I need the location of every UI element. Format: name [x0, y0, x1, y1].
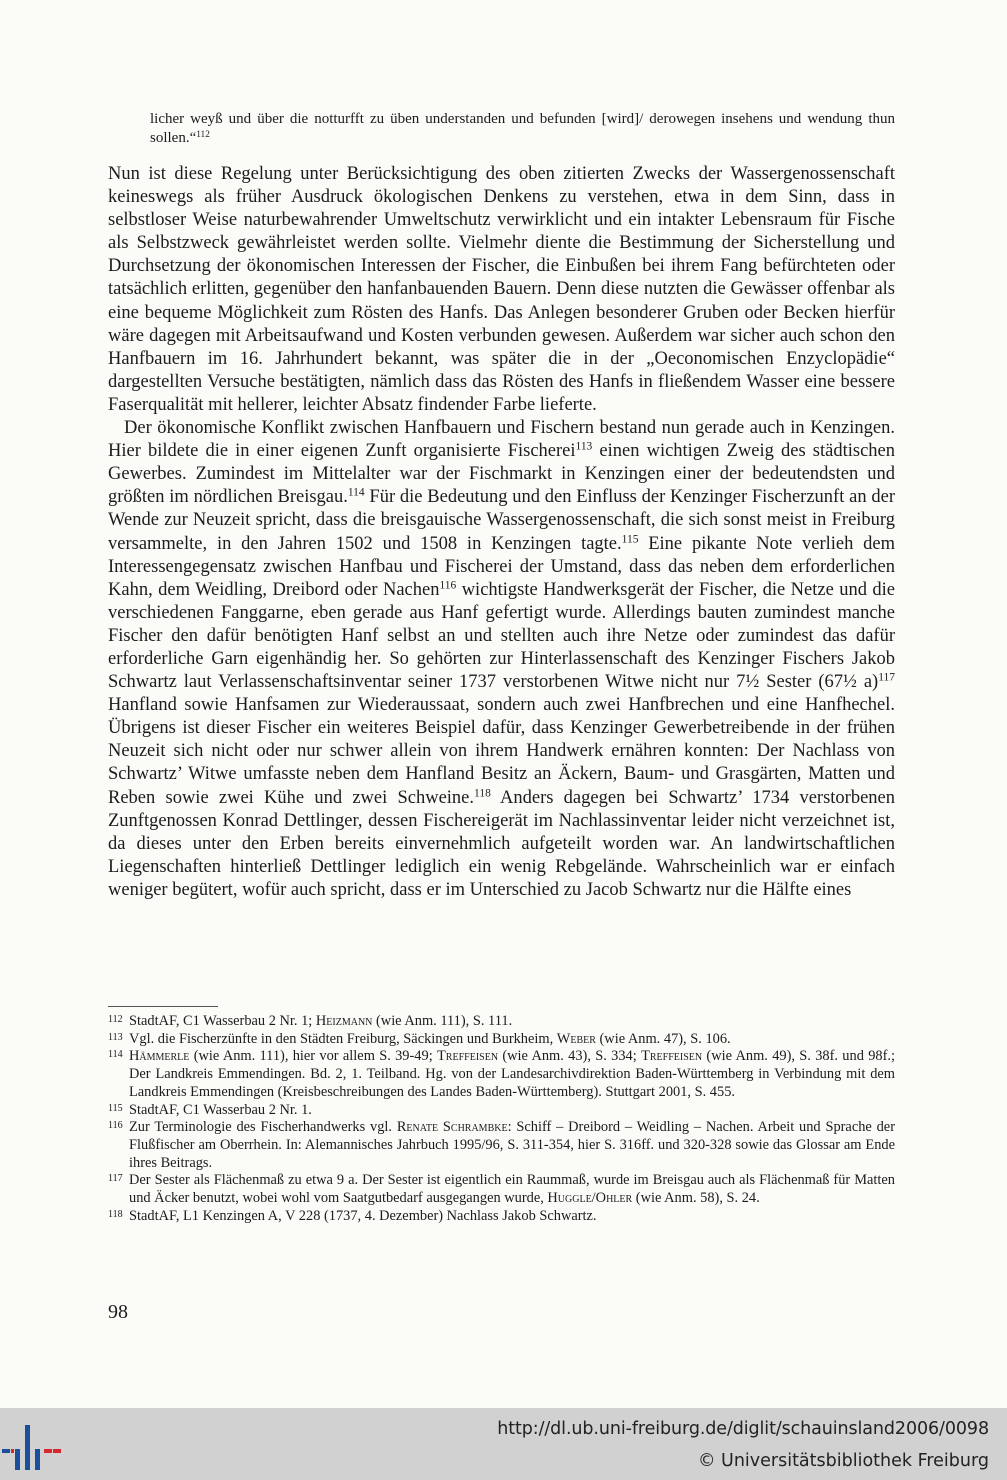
source-url-link[interactable]: http://dl.ub.uni-freiburg.de/diglit/schauinsland2006/0098 [497, 1419, 989, 1439]
footnote-ref: 113 [575, 440, 593, 453]
footnote-118: 118 StadtAF, L1 Kenzingen A, V 228 (1737, 4. Dezember) Nachlass Jakob Schwartz. [108, 1207, 597, 1224]
footnote-ref: 115 [621, 533, 639, 546]
block-quote [150, 110, 895, 148]
footnote-113: 113 Vgl. die Fischerzünfte in den Städten Freiburg, Säckingen und Burkheim, Weber (wie Anm. 47), S. 106. [108, 1030, 731, 1047]
footnote-divider [108, 1006, 218, 1007]
quote-text: licher weyß und über die notturfft zu üben understanden und befunden [wird]/ derowegen insehens und wendung thun sollen.“ [150, 111, 895, 146]
footnote-117: 117 Der Sester als Flächenmaß zu etwa 9 a. Der Sester ist eigentlich ein Raummaß, wurde im Breisgau auch als Flächenmaß für Matten und Äcker benutzt, wobei wohl vom Saatgutbedarf ausgegangen wurde, Huggle/Ohler (wie Anm. 58), S. 24. [108, 1172, 895, 1207]
library-logo-icon [0, 1422, 64, 1470]
page-number: 98 [108, 1301, 128, 1323]
footnote-ref: 112 [196, 129, 210, 140]
footnote-ref: 118 [474, 787, 491, 800]
footnote-114: 114 Hämmerle (wie Anm. 111), hier vor allem S. 39-49; Treffeisen (wie Anm. 43), S. 334; Treffeisen (wie Anm. 49), S. 38f. und 98f.; Der Landkreis Emmendingen. Bd. 2, 1. Teilband. Hg. von der Landesarchivdirektion Baden-Württemberg in Verbindung mit dem Landkreis Emmendingen (Kreisbeschreibungen des Landes Baden-Württemberg). Stuttgart 2001, S. 455. [108, 1048, 895, 1100]
paragraph: Nun ist diese Regelung unter Berücksichtigung des oben zitierten Zwecks der Wassergenossenschaft keineswegs als früher Ausdruck ökologischen Denkens zu verstehen, etwa in dem Sinn, dass in selbstloser Weise naturbewahrender Umweltschutz verwirklicht und ein intakter Lebensraum für Fische als Selbstzweck gewährleistet werden sollte. Vielmehr diente die Bestimmung der Sicherstellung und Durchsetzung der ökonomischen Interessen der Fischer, die Einbußen bei ihrem Fang befürchteten oder tatsächlich erlitten, gegenüber den hanfanbauenden Bauern. Denn diese nutzten die Gewässer offenbar als eine bequeme Möglichkeit zum Rösten des Hanfs. Das Anlegen besonderer Gruben oder Becken hierfür wäre dagegen mit Arbeitsaufwand und Kosten verbunden gewesen. Außerdem war sicher auch schon den Hanfbauern im 16. Jahrhundert bekannt, was später die in der „Oeconomischen Enzyclopädie“ dargestellten Versuche bestätigten, nämlich dass das Rösten des Hanfs in fließendem Wasser eine bessere Faserqualität mit hellerer, leichter Absatz findender Farbe lieferte. [108, 164, 895, 415]
footnote-116: 116 Zur Terminologie des Fischerhandwerks vgl. Renate Schrambke: Schiff – Dreibord – Weidling – Nachen. Arbeit und Sprache der Flußfischer am Oberrhein. In: Alemannisches Jahrbuch 1995/96, S. 311-354, hier S. 316ff. und 320-328 sowie das Glossar am Ende ihres Beitrags. [108, 1119, 895, 1171]
paragraph: Der ökonomische Konflikt zwischen Hanfbauern und Fischern bestand nun gerade auch in Kenzingen. Hier bildete die in einer eigenen Zunft organisierte Fischerei$^{113}$ einen wichtigen Zweig des städtischen Gewerbes. Zumindest im Mittelalter war der Fischmarkt in Kenzingen einer der bedeutendsten und größten im nördlichen Breisgau.$^{114}$ Für die Bedeutung und den Einfluss der Kenzinger Fischerzunft an der Wende zur Neuzeit spricht, dass die breisgauische Wassergenossenschaft, die sich sonst meist in Freiburg versammelte, in den Jahren 1502 und 1508 in Kenzingen tagte.$^{115}$ Eine pikante Note verlieh dem Interessengegensatz zwischen Hanfbau und Fischerei der Umstand, dass das neben dem erforderlichen Kahn, dem Weidling, Dreibord oder Nachen$^{116}$ wichtigste Handwerksgerät der Fischer, die Netze und die verschiedenen Fanggarne, eben gerade aus Hanf gefertigt wurde. Allerdings bauten zumindest manche Fischer den dafür benötigten Hanf selbst an und stellten auch ihre Netze oder zumindest das dafür erforderliche Garn eigenhändig her. So gehörten zur Hinterlassenschaft des Kenzinger Fischers Jakob Schwartz laut Verlassenschaftsinventar seiner 1737 verstorbenen Witwe nicht nur 7½ Sester (67½ a)$^{117}$ Hanfland sowie Hanfsamen zur Wiederaussaat, sondern auch zwei Hanfbrechen und eine Hanfhechel. Übrigens ist dieser Fischer ein weiteres Beispiel dafür, dass Kenzinger Gewerbetreibende in der frühen Neuzeit sich nicht oder nur schwer allein von ihrem Handwerk ernähren konnten: Der Nachlass von Schwartz’ Witwe umfasste neben dem Hanfland Besitz an Äckern, Baum- und Grasgärten, Matten und Reben sowie zwei Kühe und zwei Schweine.$^{118}$ Anders dagegen bei Schwartz’ 1734 verstorbenen Zunftgenossen Konrad Dettlinger, dessen Fischereigerät im Nachlassinventar leider nicht verzeichnet ist, da dieses unter den Erben bereits einvernehmlich aufgeteilt worden war. An landwirtschaftlichen Liegenschaften hinterließ Dettlinger lediglich ein wenig Rebgelände. Wahrscheinlich war er einfach weniger begütert, wofür auch spricht, dass er im Unterschied zu Jacob Schwartz nur die Hälfte eines [108, 418, 896, 900]
footnote-ref: 117 [878, 671, 895, 684]
copyright-text: © Universitätsbibliothek Freiburg [697, 1451, 989, 1471]
main-text [108, 163, 895, 902]
footnotes [108, 1013, 895, 1225]
footnote-112: 112 StadtAF, C1 Wasserbau 2 Nr. 1; Heizmann (wie Anm. 111), S. 111. [108, 1013, 513, 1029]
footnote-ref: 116 [439, 579, 457, 592]
footer-bar [0, 1408, 1007, 1480]
footnote-115: 115 StadtAF, C1 Wasserbau 2 Nr. 1. [108, 1101, 312, 1118]
footnote-ref: 114 [347, 487, 365, 500]
